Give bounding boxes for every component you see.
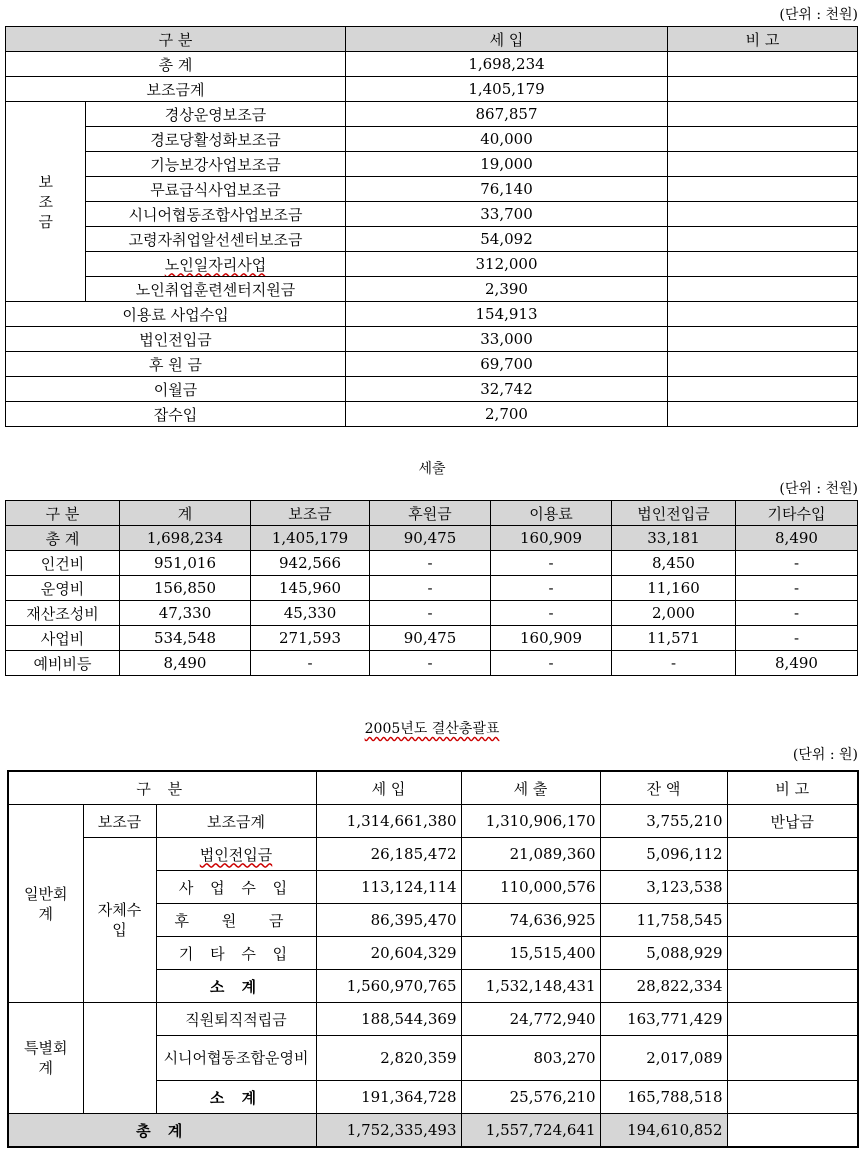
cell-balance: 5,096,112 bbox=[600, 838, 727, 871]
cell: - bbox=[491, 601, 612, 626]
header-balance: 잔 액 bbox=[600, 771, 727, 805]
expenditure-title: 세출 bbox=[418, 461, 446, 477]
cell-income: 188,544,369 bbox=[316, 1003, 461, 1036]
row-value: 40,000 bbox=[346, 127, 668, 152]
cell: 145,960 bbox=[251, 576, 370, 601]
row-label: 시니어협동조합사업보조금 bbox=[86, 202, 346, 227]
cell: 951,016 bbox=[120, 551, 251, 576]
cell: - bbox=[736, 626, 858, 651]
row-label: 보조금계 bbox=[6, 77, 346, 102]
cell: 534,548 bbox=[120, 626, 251, 651]
row-value: 69,700 bbox=[346, 352, 668, 377]
row-value: 19,000 bbox=[346, 152, 668, 177]
cell-income: 1,752,335,493 bbox=[316, 1114, 461, 1148]
expenditure-unit-label: (단위 : 천원) bbox=[779, 481, 858, 497]
header-subsidy: 보조금 bbox=[251, 501, 370, 526]
self-income-label: 자체수입 bbox=[83, 838, 156, 1003]
expenditure-row bbox=[6, 601, 858, 626]
row-note bbox=[668, 77, 858, 102]
settlement-table bbox=[7, 770, 859, 1148]
row-note bbox=[668, 202, 858, 227]
cell: 33,181 bbox=[612, 526, 736, 551]
cell-income: 113,124,114 bbox=[316, 871, 461, 904]
income-subsidy-row bbox=[6, 152, 858, 177]
row-label: 보조금계 bbox=[156, 805, 316, 838]
special-blank-cell bbox=[83, 1003, 156, 1114]
header-category: 구 분 bbox=[6, 27, 346, 52]
row-label: 경로당활성화보조금 bbox=[86, 127, 346, 152]
cell: 8,450 bbox=[612, 551, 736, 576]
cell: 90,475 bbox=[370, 526, 491, 551]
cell-expenditure: 803,270 bbox=[461, 1036, 600, 1081]
row-value: 867,857 bbox=[346, 102, 668, 127]
cell: 160,909 bbox=[491, 626, 612, 651]
cell: 8,490 bbox=[736, 526, 858, 551]
cell: - bbox=[491, 551, 612, 576]
header-note: 비 고 bbox=[668, 27, 858, 52]
row-value: 312,000 bbox=[346, 252, 668, 277]
row-note bbox=[668, 152, 858, 177]
row-label: 잡수입 bbox=[6, 402, 346, 427]
header-income: 세 입 bbox=[346, 27, 668, 52]
cell-income: 191,364,728 bbox=[316, 1081, 461, 1114]
settlement-grand-total-row bbox=[8, 1114, 858, 1148]
income-subsidy-row bbox=[6, 102, 858, 127]
cell-balance: 3,123,538 bbox=[600, 871, 727, 904]
cell-expenditure: 1,310,906,170 bbox=[461, 805, 600, 838]
cell-balance: 194,610,852 bbox=[600, 1114, 727, 1148]
cell-expenditure: 74,636,925 bbox=[461, 904, 600, 937]
income-subsidy-total-row bbox=[6, 77, 858, 102]
cell: - bbox=[736, 551, 858, 576]
cell-expenditure: 21,089,360 bbox=[461, 838, 600, 871]
row-label: 후 원 금 bbox=[156, 904, 316, 937]
row-note bbox=[668, 177, 858, 202]
row-note bbox=[668, 127, 858, 152]
cell: 90,475 bbox=[370, 626, 491, 651]
cell: 47,330 bbox=[120, 601, 251, 626]
income-other-row bbox=[6, 302, 858, 327]
row-label: 운영비 bbox=[6, 576, 120, 601]
cell-expenditure: 1,532,148,431 bbox=[461, 970, 600, 1003]
row-label: 무료급식사업보조금 bbox=[86, 177, 346, 202]
cell-balance: 3,755,210 bbox=[600, 805, 727, 838]
special-account-label: 특별회계 bbox=[8, 1003, 83, 1114]
row-value: 76,140 bbox=[346, 177, 668, 202]
cell-income: 20,604,329 bbox=[316, 937, 461, 970]
row-label: 노인일자리사업 bbox=[86, 252, 346, 277]
cell-expenditure: 24,772,940 bbox=[461, 1003, 600, 1036]
header-total: 계 bbox=[120, 501, 251, 526]
row-label: 총 계 bbox=[6, 526, 120, 551]
header-expenditure: 세 출 bbox=[461, 771, 600, 805]
cell-balance: 2,017,089 bbox=[600, 1036, 727, 1081]
income-other-row bbox=[6, 402, 858, 427]
cell: - bbox=[491, 651, 612, 676]
income-other-row bbox=[6, 377, 858, 402]
cell-balance: 28,822,334 bbox=[600, 970, 727, 1003]
cell: 11,571 bbox=[612, 626, 736, 651]
row-value: 32,742 bbox=[346, 377, 668, 402]
row-value: 2,700 bbox=[346, 402, 668, 427]
row-note bbox=[668, 352, 858, 377]
cell: 1,698,234 bbox=[120, 526, 251, 551]
cell: 156,850 bbox=[120, 576, 251, 601]
cell-note bbox=[727, 838, 858, 871]
row-label: 법인전입금 bbox=[6, 327, 346, 352]
settlement-title: 2005년도 결산총괄표 bbox=[364, 721, 500, 737]
row-value: 54,092 bbox=[346, 227, 668, 252]
row-note bbox=[668, 227, 858, 252]
cell-note bbox=[727, 871, 858, 904]
income-table bbox=[5, 26, 858, 427]
cell-expenditure: 110,000,576 bbox=[461, 871, 600, 904]
row-label: 고령자취업알선센터보조금 bbox=[86, 227, 346, 252]
cell: 11,160 bbox=[612, 576, 736, 601]
subsidy-group-label: 보조금 bbox=[6, 102, 86, 302]
expenditure-total-row bbox=[6, 526, 858, 551]
row-value: 33,000 bbox=[346, 327, 668, 352]
cell: 271,593 bbox=[251, 626, 370, 651]
income-unit-label: (단위 : 천원) bbox=[779, 7, 858, 23]
header-income: 세 입 bbox=[316, 771, 461, 805]
cell: - bbox=[491, 576, 612, 601]
cell: 45,330 bbox=[251, 601, 370, 626]
cell-note bbox=[727, 1003, 858, 1036]
header-corporate-transfer: 법인전입금 bbox=[612, 501, 736, 526]
cell-income: 26,185,472 bbox=[316, 838, 461, 871]
header-category: 구 분 bbox=[8, 771, 316, 805]
row-value: 1,698,234 bbox=[346, 52, 668, 77]
expenditure-row bbox=[6, 651, 858, 676]
row-note bbox=[668, 402, 858, 427]
row-value: 1,405,179 bbox=[346, 77, 668, 102]
income-subsidy-row bbox=[6, 202, 858, 227]
income-subsidy-row bbox=[6, 227, 858, 252]
cell-expenditure: 15,515,400 bbox=[461, 937, 600, 970]
expenditure-row bbox=[6, 626, 858, 651]
cell-note bbox=[727, 1114, 858, 1148]
income-subsidy-row bbox=[6, 127, 858, 152]
cell-balance: 5,088,929 bbox=[600, 937, 727, 970]
income-subsidy-row bbox=[6, 177, 858, 202]
income-other-row bbox=[6, 327, 858, 352]
row-note bbox=[668, 252, 858, 277]
cell-balance: 163,771,429 bbox=[600, 1003, 727, 1036]
cell-note bbox=[727, 1081, 858, 1114]
cell: - bbox=[736, 601, 858, 626]
expenditure-row bbox=[6, 551, 858, 576]
row-label: 이용료 사업수입 bbox=[6, 302, 346, 327]
expenditure-header-row bbox=[6, 501, 858, 526]
cell: - bbox=[370, 551, 491, 576]
row-note bbox=[668, 52, 858, 77]
income-subsidy-row bbox=[6, 277, 858, 302]
row-value: 154,913 bbox=[346, 302, 668, 327]
settlement-unit-label: (단위 : 원) bbox=[792, 747, 858, 763]
row-label: 총 계 bbox=[6, 52, 346, 77]
row-label: 예비비등 bbox=[6, 651, 120, 676]
row-label: 인건비 bbox=[6, 551, 120, 576]
cell: 942,566 bbox=[251, 551, 370, 576]
row-label: 시니어협동조합운영비 bbox=[156, 1036, 316, 1081]
row-label: 사 업 수 입 bbox=[156, 871, 316, 904]
settlement-self-row bbox=[8, 838, 858, 871]
cell-note bbox=[727, 1036, 858, 1081]
header-category: 구 분 bbox=[6, 501, 120, 526]
cell-balance: 165,788,518 bbox=[600, 1081, 727, 1114]
cell-note: 반납금 bbox=[727, 805, 858, 838]
settlement-header-row bbox=[8, 771, 858, 805]
cell-income: 86,395,470 bbox=[316, 904, 461, 937]
cell-expenditure: 25,576,210 bbox=[461, 1081, 600, 1114]
row-label: 소 계 bbox=[156, 970, 316, 1003]
cell-note bbox=[727, 904, 858, 937]
row-label: 소 계 bbox=[156, 1081, 316, 1114]
row-note bbox=[668, 277, 858, 302]
cell: - bbox=[370, 651, 491, 676]
row-label: 경상운영보조금 bbox=[86, 102, 346, 127]
row-value: 33,700 bbox=[346, 202, 668, 227]
expenditure-row bbox=[6, 576, 858, 601]
subsidy-label: 보조금 bbox=[83, 805, 156, 838]
cell: 160,909 bbox=[491, 526, 612, 551]
row-label: 노인취업훈련센터지원금 bbox=[86, 277, 346, 302]
cell: 2,000 bbox=[612, 601, 736, 626]
header-note: 비 고 bbox=[727, 771, 858, 805]
cell: 1,405,179 bbox=[251, 526, 370, 551]
header-other-income: 기타수입 bbox=[736, 501, 858, 526]
row-label: 사업비 bbox=[6, 626, 120, 651]
cell: - bbox=[612, 651, 736, 676]
general-account-label: 일반회계 bbox=[8, 805, 83, 1003]
cell: - bbox=[370, 576, 491, 601]
row-label: 기 타 수 입 bbox=[156, 937, 316, 970]
cell: 8,490 bbox=[736, 651, 858, 676]
income-header-row bbox=[6, 27, 858, 52]
cell-income: 2,820,359 bbox=[316, 1036, 461, 1081]
cell: 8,490 bbox=[120, 651, 251, 676]
row-label: 이월금 bbox=[6, 377, 346, 402]
expenditure-table bbox=[5, 500, 858, 676]
cell: - bbox=[736, 576, 858, 601]
cell-note bbox=[727, 937, 858, 970]
cell-income: 1,314,661,380 bbox=[316, 805, 461, 838]
row-label: 직원퇴직적립금 bbox=[156, 1003, 316, 1036]
cell: - bbox=[251, 651, 370, 676]
row-label: 재산조성비 bbox=[6, 601, 120, 626]
row-note bbox=[668, 377, 858, 402]
cell: - bbox=[370, 601, 491, 626]
cell-expenditure: 1,557,724,641 bbox=[461, 1114, 600, 1148]
row-label: 후 원 금 bbox=[6, 352, 346, 377]
cell-balance: 11,758,545 bbox=[600, 904, 727, 937]
cell-note bbox=[727, 970, 858, 1003]
settlement-subsidy-row bbox=[8, 805, 858, 838]
header-usage-fee: 이용료 bbox=[491, 501, 612, 526]
income-subsidy-row bbox=[6, 252, 858, 277]
row-note bbox=[668, 327, 858, 352]
row-label: 총 계 bbox=[8, 1114, 316, 1148]
row-note bbox=[668, 102, 858, 127]
header-donation: 후원금 bbox=[370, 501, 491, 526]
row-label: 기능보강사업보조금 bbox=[86, 152, 346, 177]
row-label: 법인전입금 bbox=[156, 838, 316, 871]
income-total-row bbox=[6, 52, 858, 77]
row-value: 2,390 bbox=[346, 277, 668, 302]
row-note bbox=[668, 302, 858, 327]
income-other-row bbox=[6, 352, 858, 377]
settlement-special-row bbox=[8, 1003, 858, 1036]
cell-income: 1,560,970,765 bbox=[316, 970, 461, 1003]
